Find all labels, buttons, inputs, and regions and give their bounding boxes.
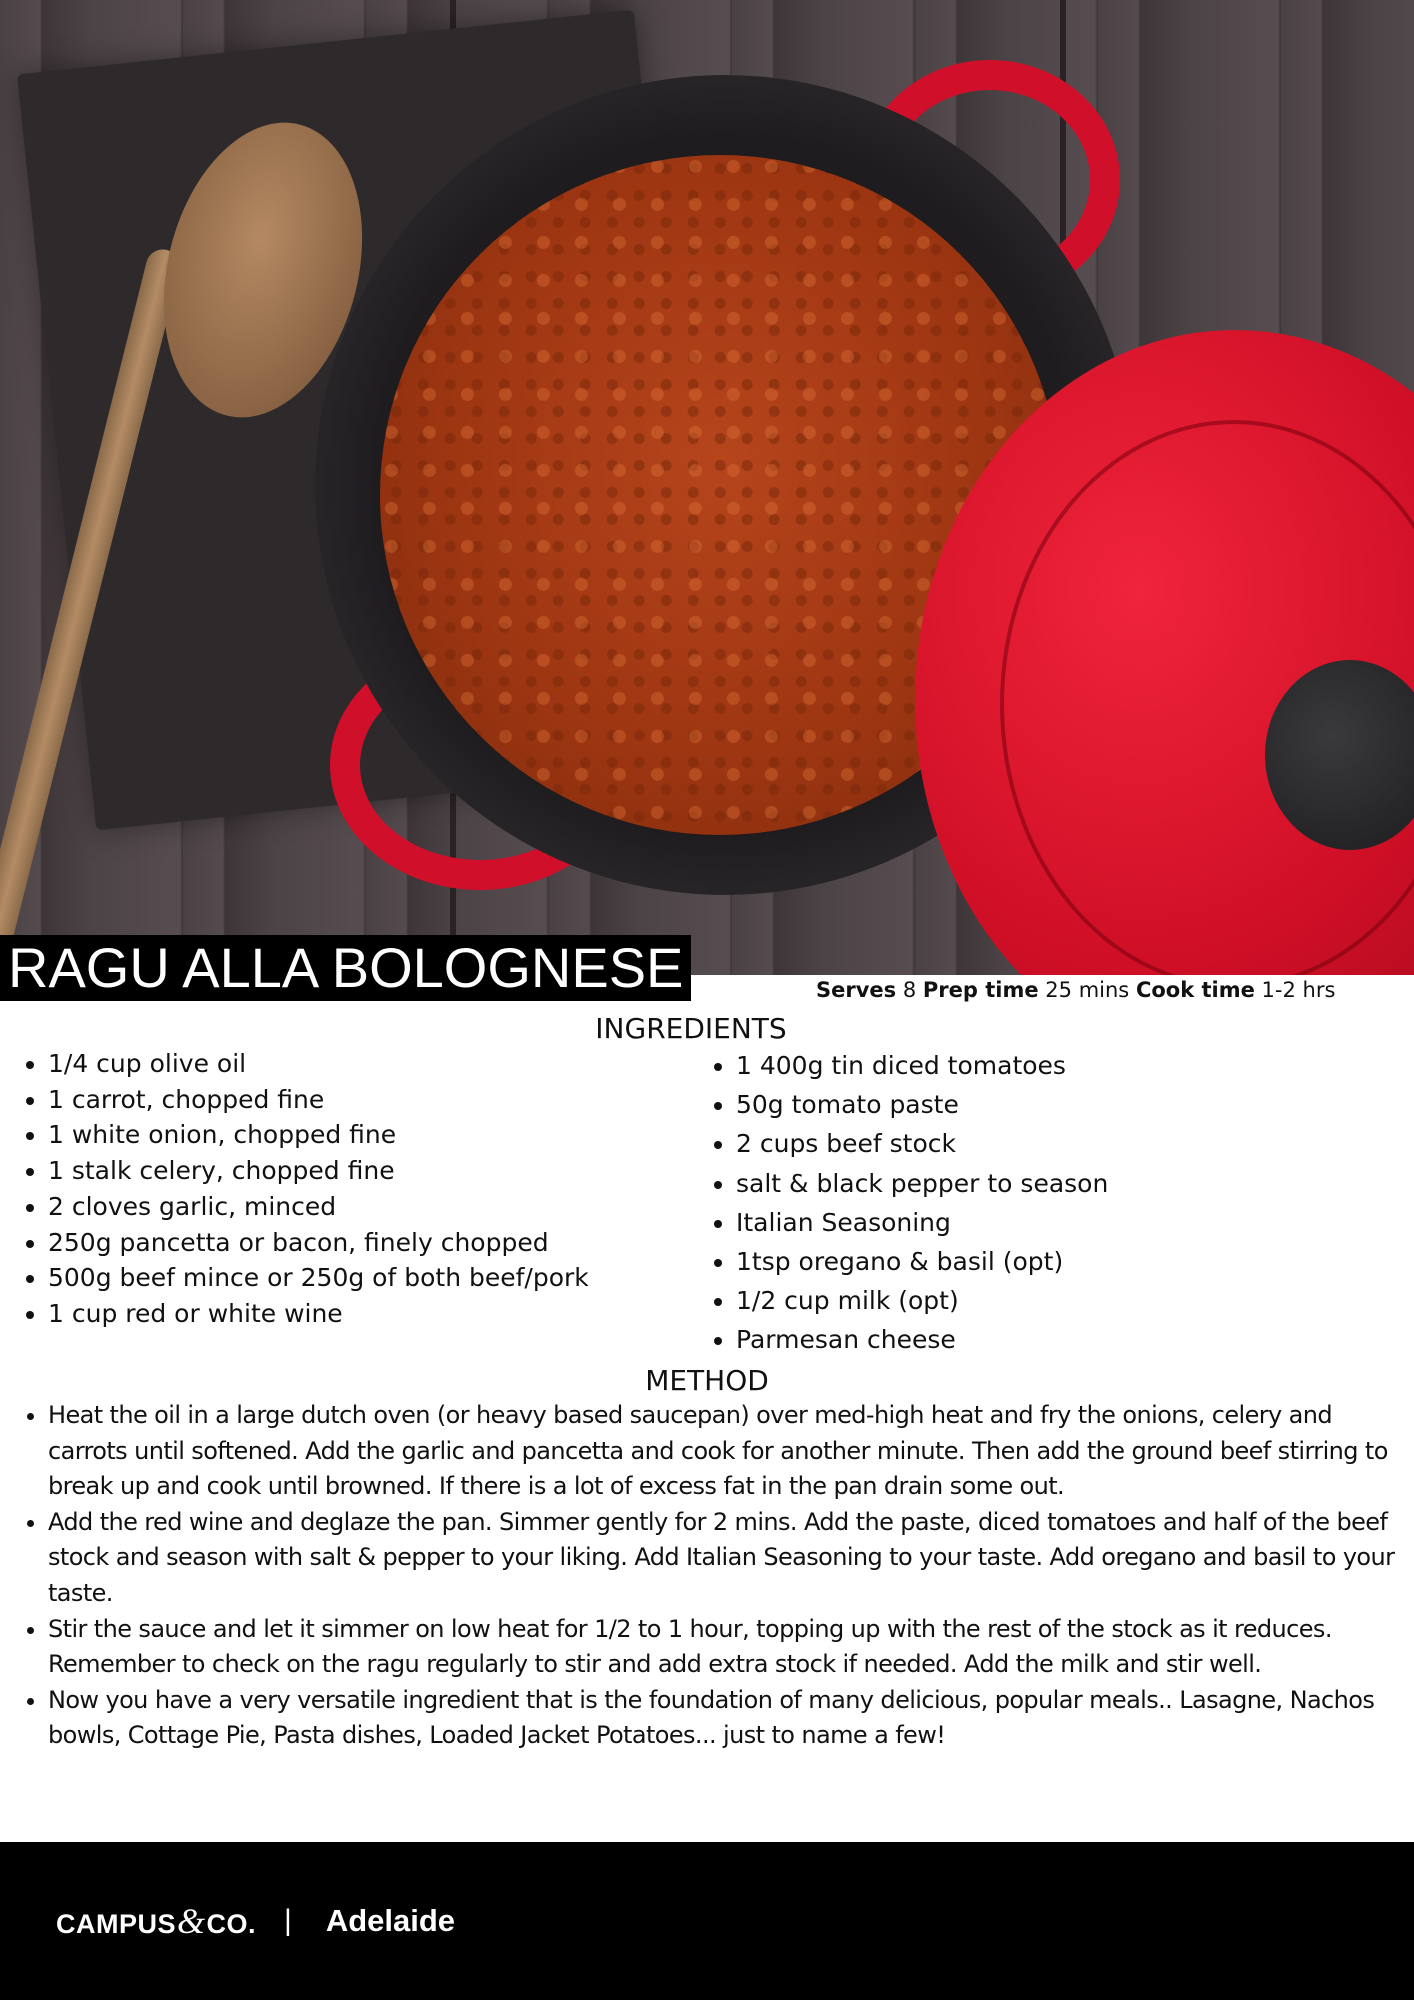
footer-separator: | bbox=[284, 1904, 292, 1937]
footer bbox=[0, 1842, 1414, 2000]
ingredient-item: • Parmesan cheese bbox=[736, 1320, 1108, 1359]
brand-text: CO. bbox=[206, 1909, 257, 1939]
ingredients-list-left bbox=[14, 1046, 589, 1332]
ingredients-heading: INGREDIENTS bbox=[595, 1012, 787, 1045]
method-step: • Add the red wine and deglaze the pan. Simmer gently for 2 mins. Add the paste, diced tomatoes and half of the beef stock and season with salt & pepper to your liking. Add Italian Seasoning to your taste. Add oregano and basil to your taste. bbox=[48, 1505, 1406, 1612]
ingredient-item: • Italian Seasoning bbox=[736, 1203, 1108, 1242]
brand-ampersand: & bbox=[177, 1901, 206, 1941]
campus-and-co-logo bbox=[56, 1900, 256, 1942]
hero-photo bbox=[0, 0, 1414, 975]
prep-time-label: Prep time bbox=[922, 978, 1039, 1002]
recipe-meta bbox=[816, 975, 1335, 1005]
cook-time-label: Cook time bbox=[1135, 978, 1255, 1002]
ingredient-item: • 1tsp oregano & basil (opt) bbox=[736, 1242, 1108, 1281]
ingredient-item: • 50g tomato paste bbox=[736, 1085, 1108, 1124]
prep-time-value: 25 mins bbox=[1045, 978, 1130, 1002]
ingredient-item: • 250g pancetta or bacon, finely chopped bbox=[48, 1225, 589, 1261]
ingredient-item: • 2 cloves garlic, minced bbox=[48, 1189, 589, 1225]
cook-time-value: 1-2 hrs bbox=[1261, 978, 1336, 1002]
recipe-title: RAGU ALLA BOLOGNESE bbox=[8, 936, 684, 999]
ingredient-item: • 1 cup red or white wine bbox=[48, 1296, 589, 1332]
ingredient-item: • 1 400g tin diced tomatoes bbox=[736, 1046, 1108, 1085]
ingredient-item: • 1/2 cup milk (opt) bbox=[736, 1281, 1108, 1320]
ingredient-item: • 1/4 cup olive oil bbox=[48, 1046, 589, 1082]
serves-label: Serves bbox=[816, 978, 897, 1002]
method-step: • Stir the sauce and let it simmer on low heat for 1/2 to 1 hour, topping up with the rest of the stock as it reduces. Remember to check on the ragu regularly to stir and add extra stock if needed. Add the milk and stir well. bbox=[48, 1612, 1406, 1683]
title-banner bbox=[0, 935, 691, 1001]
method-heading: METHOD bbox=[645, 1364, 769, 1397]
serves-value: 8 bbox=[902, 978, 917, 1002]
ingredient-item: • salt & black pepper to season bbox=[736, 1164, 1108, 1203]
method-step: • Now you have a very versatile ingredient that is the foundation of many delicious, popular meals.. Lasagne, Nachos bowls, Cottage Pie, Pasta dishes, Loaded Jacket Potatoes... just to name a few! bbox=[48, 1683, 1406, 1754]
footer-location: Adelaide bbox=[325, 1903, 456, 1938]
ingredient-item: • 500g beef mince or 250g of both beef/pork bbox=[48, 1260, 589, 1296]
brand-text: CAMPUS bbox=[56, 1909, 177, 1939]
ingredient-item: • 1 stalk celery, chopped fine bbox=[48, 1153, 589, 1189]
method-step: • Heat the oil in a large dutch oven (or heavy based saucepan) over med-high heat and fry the onions, celery and carrots until softened. Add the garlic and pancetta and cook for another minute. Then add the ground beef stirring to break up and cook until browned. If there is a lot of excess fat in the pan drain some out. bbox=[48, 1398, 1406, 1505]
ingredient-item: • 2 cups beef stock bbox=[736, 1124, 1108, 1163]
ingredient-item: • 1 carrot, chopped fine bbox=[48, 1082, 589, 1118]
ingredients-list-right bbox=[702, 1046, 1108, 1360]
method-steps bbox=[14, 1398, 1406, 1754]
ingredient-item: • 1 white onion, chopped fine bbox=[48, 1117, 589, 1153]
